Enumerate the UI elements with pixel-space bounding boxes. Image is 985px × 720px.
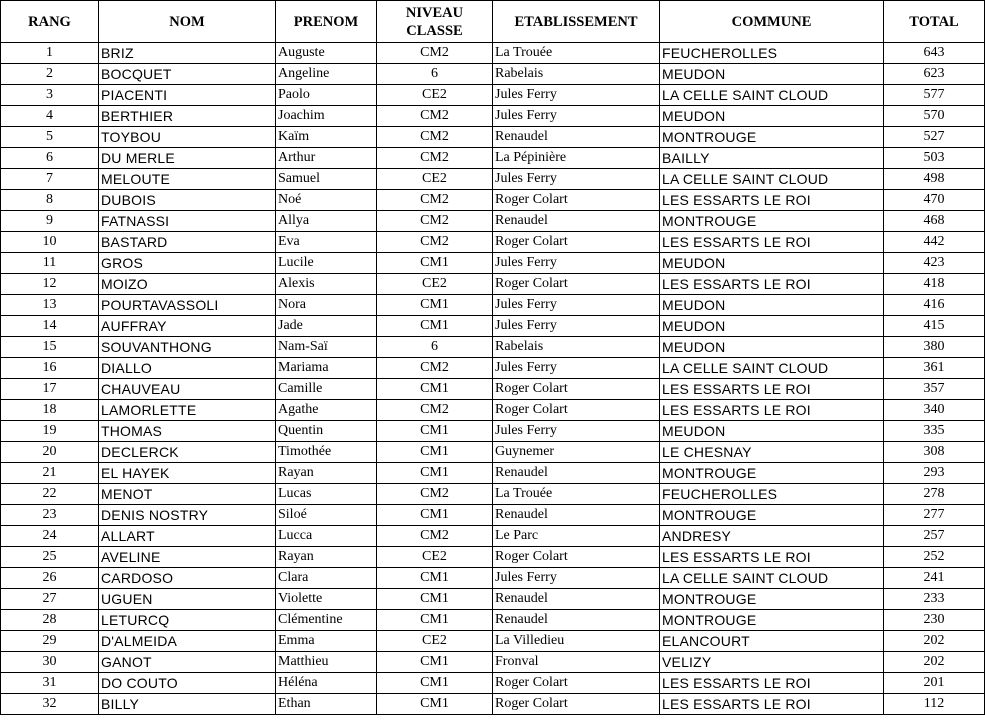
cell-commune[interactable]: BAILLY: [660, 148, 884, 169]
cell-niveau[interactable]: CM2: [377, 211, 493, 232]
cell-rang[interactable]: 15: [1, 337, 99, 358]
cell-commune[interactable]: MEUDON: [660, 295, 884, 316]
table-row: [1, 148, 985, 169]
cell-prenom[interactable]: Joachim: [276, 106, 377, 127]
cell-total[interactable]: 233: [884, 589, 985, 610]
cell-prenom[interactable]: Auguste: [276, 43, 377, 64]
cell-etablissement[interactable]: Roger Colart: [493, 379, 660, 400]
cell-etablissement[interactable]: Jules Ferry: [493, 85, 660, 106]
cell-rang[interactable]: 14: [1, 316, 99, 337]
cell-nom[interactable]: LAMORLETTE: [99, 400, 276, 421]
cell-total[interactable]: 340: [884, 400, 985, 421]
cell-prenom[interactable]: Rayan: [276, 547, 377, 568]
cell-total[interactable]: 468: [884, 211, 985, 232]
cell-prenom[interactable]: Ethan: [276, 694, 377, 715]
cell-total[interactable]: 498: [884, 169, 985, 190]
cell-rang[interactable]: 13: [1, 295, 99, 316]
cell-commune[interactable]: LA CELLE SAINT CLOUD: [660, 85, 884, 106]
cell-prenom[interactable]: Eva: [276, 232, 377, 253]
table-row: [1, 652, 985, 673]
cell-total[interactable]: 202: [884, 631, 985, 652]
table-row: [1, 169, 985, 190]
cell-commune[interactable]: LES ESSARTS LE ROI: [660, 400, 884, 421]
cell-total[interactable]: 418: [884, 274, 985, 295]
cell-rang[interactable]: 23: [1, 505, 99, 526]
cell-prenom[interactable]: Lucile: [276, 253, 377, 274]
cell-etablissement[interactable]: Jules Ferry: [493, 568, 660, 589]
table-row: [1, 631, 985, 652]
cell-prenom[interactable]: Héléna: [276, 673, 377, 694]
cell-etablissement[interactable]: Jules Ferry: [493, 169, 660, 190]
cell-nom[interactable]: DU MERLE: [99, 148, 276, 169]
cell-etablissement[interactable]: Renaudel: [493, 589, 660, 610]
cell-total[interactable]: 503: [884, 148, 985, 169]
cell-nom[interactable]: LETURCQ: [99, 610, 276, 631]
header-nom[interactable]: NOM: [99, 1, 276, 43]
cell-prenom[interactable]: Camille: [276, 379, 377, 400]
cell-nom[interactable]: TOYBOU: [99, 127, 276, 148]
cell-prenom[interactable]: Paolo: [276, 85, 377, 106]
cell-total[interactable]: 423: [884, 253, 985, 274]
cell-nom[interactable]: EL HAYEK: [99, 463, 276, 484]
cell-nom[interactable]: DECLERCK: [99, 442, 276, 463]
cell-rang[interactable]: 31: [1, 673, 99, 694]
cell-rang[interactable]: 6: [1, 148, 99, 169]
cell-commune[interactable]: LA CELLE SAINT CLOUD: [660, 568, 884, 589]
cell-etablissement[interactable]: La Pépinière: [493, 148, 660, 169]
table-row: [1, 379, 985, 400]
cell-total[interactable]: 623: [884, 64, 985, 85]
cell-etablissement[interactable]: Rabelais: [493, 337, 660, 358]
cell-commune[interactable]: MEUDON: [660, 316, 884, 337]
cell-rang[interactable]: 26: [1, 568, 99, 589]
table-row: [1, 421, 985, 442]
cell-niveau[interactable]: CM2: [377, 190, 493, 211]
table-row: [1, 442, 985, 463]
cell-etablissement[interactable]: Renaudel: [493, 463, 660, 484]
cell-nom[interactable]: PIACENTI: [99, 85, 276, 106]
cell-niveau[interactable]: CM1: [377, 463, 493, 484]
table-row: [1, 400, 985, 421]
cell-total[interactable]: 257: [884, 526, 985, 547]
table-row: [1, 232, 985, 253]
cell-commune[interactable]: MEUDON: [660, 106, 884, 127]
cell-etablissement[interactable]: Jules Ferry: [493, 295, 660, 316]
table-row: [1, 253, 985, 274]
cell-rang[interactable]: 18: [1, 400, 99, 421]
cell-etablissement[interactable]: Fronval: [493, 652, 660, 673]
cell-prenom[interactable]: Noé: [276, 190, 377, 211]
cell-commune[interactable]: MONTROUGE: [660, 127, 884, 148]
cell-nom[interactable]: ALLART: [99, 526, 276, 547]
cell-rang[interactable]: 29: [1, 631, 99, 652]
cell-total[interactable]: 643: [884, 43, 985, 64]
cell-prenom[interactable]: Mariama: [276, 358, 377, 379]
cell-commune[interactable]: MEUDON: [660, 253, 884, 274]
cell-rang[interactable]: 9: [1, 211, 99, 232]
cell-nom[interactable]: DO COUTO: [99, 673, 276, 694]
cell-total[interactable]: 415: [884, 316, 985, 337]
cell-total[interactable]: 335: [884, 421, 985, 442]
cell-niveau[interactable]: CM2: [377, 484, 493, 505]
cell-niveau[interactable]: CM2: [377, 43, 493, 64]
cell-prenom[interactable]: Rayan: [276, 463, 377, 484]
cell-etablissement[interactable]: Renaudel: [493, 505, 660, 526]
cell-nom[interactable]: BILLY: [99, 694, 276, 715]
cell-etablissement[interactable]: Rabelais: [493, 64, 660, 85]
cell-nom[interactable]: CARDOSO: [99, 568, 276, 589]
cell-etablissement[interactable]: Jules Ferry: [493, 358, 660, 379]
cell-niveau[interactable]: CM2: [377, 232, 493, 253]
cell-prenom[interactable]: Kaïm: [276, 127, 377, 148]
cell-prenom[interactable]: Clara: [276, 568, 377, 589]
cell-nom[interactable]: MOIZO: [99, 274, 276, 295]
header-niveau-classe[interactable]: [377, 1, 493, 43]
cell-prenom[interactable]: Allya: [276, 211, 377, 232]
cell-nom[interactable]: AVELINE: [99, 547, 276, 568]
cell-etablissement[interactable]: Roger Colart: [493, 274, 660, 295]
cell-niveau[interactable]: CM1: [377, 505, 493, 526]
table-row: [1, 358, 985, 379]
cell-rang[interactable]: 32: [1, 694, 99, 715]
cell-etablissement[interactable]: Roger Colart: [493, 190, 660, 211]
cell-total[interactable]: 361: [884, 358, 985, 379]
cell-total[interactable]: 230: [884, 610, 985, 631]
cell-commune[interactable]: LES ESSARTS LE ROI: [660, 274, 884, 295]
cell-etablissement[interactable]: Roger Colart: [493, 547, 660, 568]
cell-nom[interactable]: MENOT: [99, 484, 276, 505]
cell-nom[interactable]: SOUVANTHONG: [99, 337, 276, 358]
cell-etablissement[interactable]: Jules Ferry: [493, 253, 660, 274]
table-row: [1, 589, 985, 610]
cell-nom[interactable]: GANOT: [99, 652, 276, 673]
cell-prenom[interactable]: Timothée: [276, 442, 377, 463]
cell-niveau[interactable]: CM1: [377, 316, 493, 337]
cell-commune[interactable]: LA CELLE SAINT CLOUD: [660, 358, 884, 379]
header-niveau-line2: CLASSE: [406, 22, 463, 39]
cell-total[interactable]: 293: [884, 463, 985, 484]
cell-nom[interactable]: POURTAVASSOLI: [99, 295, 276, 316]
cell-prenom[interactable]: Arthur: [276, 148, 377, 169]
cell-nom[interactable]: FATNASSI: [99, 211, 276, 232]
cell-commune[interactable]: MONTROUGE: [660, 463, 884, 484]
cell-nom[interactable]: DUBOIS: [99, 190, 276, 211]
cell-nom[interactable]: MELOUTE: [99, 169, 276, 190]
cell-commune[interactable]: ANDRESY: [660, 526, 884, 547]
cell-prenom[interactable]: Jade: [276, 316, 377, 337]
cell-commune[interactable]: MEUDON: [660, 421, 884, 442]
cell-rang[interactable]: 24: [1, 526, 99, 547]
cell-nom[interactable]: AUFFRAY: [99, 316, 276, 337]
table-row: [1, 463, 985, 484]
cell-nom[interactable]: DIALLO: [99, 358, 276, 379]
cell-total[interactable]: 277: [884, 505, 985, 526]
cell-commune[interactable]: MEUDON: [660, 337, 884, 358]
cell-prenom[interactable]: Agathe: [276, 400, 377, 421]
cell-commune[interactable]: ELANCOURT: [660, 631, 884, 652]
cell-etablissement[interactable]: La Trouée: [493, 43, 660, 64]
cell-niveau[interactable]: CM1: [377, 673, 493, 694]
cell-commune[interactable]: MONTROUGE: [660, 589, 884, 610]
table-row: [1, 484, 985, 505]
cell-etablissement[interactable]: Renaudel: [493, 610, 660, 631]
cell-niveau[interactable]: CM1: [377, 379, 493, 400]
table-row: [1, 274, 985, 295]
cell-commune[interactable]: LES ESSARTS LE ROI: [660, 673, 884, 694]
cell-total[interactable]: 278: [884, 484, 985, 505]
cell-rang[interactable]: 21: [1, 463, 99, 484]
cell-niveau[interactable]: CM1: [377, 295, 493, 316]
header-row: [1, 1, 985, 43]
table-row: [1, 64, 985, 85]
cell-niveau[interactable]: CM1: [377, 589, 493, 610]
cell-total[interactable]: 470: [884, 190, 985, 211]
cell-rang[interactable]: 12: [1, 274, 99, 295]
cell-niveau[interactable]: CM1: [377, 694, 493, 715]
cell-niveau[interactable]: CM2: [377, 400, 493, 421]
cell-etablissement[interactable]: Jules Ferry: [493, 421, 660, 442]
cell-niveau[interactable]: CM1: [377, 442, 493, 463]
header-prenom[interactable]: PRENOM: [276, 1, 377, 43]
cell-etablissement[interactable]: Le Parc: [493, 526, 660, 547]
cell-prenom[interactable]: Clémentine: [276, 610, 377, 631]
cell-total[interactable]: 252: [884, 547, 985, 568]
cell-prenom[interactable]: Matthieu: [276, 652, 377, 673]
cell-etablissement[interactable]: Roger Colart: [493, 400, 660, 421]
cell-commune[interactable]: LES ESSARTS LE ROI: [660, 232, 884, 253]
cell-rang[interactable]: 27: [1, 589, 99, 610]
cell-total[interactable]: 308: [884, 442, 985, 463]
cell-commune[interactable]: FEUCHEROLLES: [660, 43, 884, 64]
cell-nom[interactable]: THOMAS: [99, 421, 276, 442]
table-row: [1, 694, 985, 715]
cell-prenom[interactable]: Samuel: [276, 169, 377, 190]
cell-rang[interactable]: 8: [1, 190, 99, 211]
cell-niveau[interactable]: CM1: [377, 652, 493, 673]
cell-total[interactable]: 112: [884, 694, 985, 715]
table-row: [1, 106, 985, 127]
cell-rang[interactable]: 28: [1, 610, 99, 631]
cell-nom[interactable]: CHAUVEAU: [99, 379, 276, 400]
table-row: [1, 568, 985, 589]
cell-niveau[interactable]: CE2: [377, 274, 493, 295]
header-etablissement[interactable]: ETABLISSEMENT: [493, 1, 660, 43]
cell-prenom[interactable]: Lucas: [276, 484, 377, 505]
cell-rang[interactable]: 10: [1, 232, 99, 253]
cell-etablissement[interactable]: Roger Colart: [493, 232, 660, 253]
cell-total[interactable]: 241: [884, 568, 985, 589]
header-commune[interactable]: COMMUNE: [660, 1, 884, 43]
cell-niveau[interactable]: CE2: [377, 169, 493, 190]
cell-commune[interactable]: LA CELLE SAINT CLOUD: [660, 169, 884, 190]
cell-rang[interactable]: 5: [1, 127, 99, 148]
cell-rang[interactable]: 17: [1, 379, 99, 400]
table-row: [1, 547, 985, 568]
cell-etablissement[interactable]: La Villedieu: [493, 631, 660, 652]
header-niveau-line1: NIVEAU: [405, 4, 464, 21]
cell-total[interactable]: 380: [884, 337, 985, 358]
table-row: [1, 190, 985, 211]
cell-prenom[interactable]: Emma: [276, 631, 377, 652]
table-row: [1, 337, 985, 358]
cell-total[interactable]: 202: [884, 652, 985, 673]
cell-total[interactable]: 570: [884, 106, 985, 127]
cell-niveau[interactable]: 6: [377, 337, 493, 358]
cell-prenom[interactable]: Nora: [276, 295, 377, 316]
cell-rang[interactable]: 7: [1, 169, 99, 190]
cell-niveau[interactable]: CM1: [377, 568, 493, 589]
cell-rang[interactable]: 25: [1, 547, 99, 568]
cell-commune[interactable]: LES ESSARTS LE ROI: [660, 190, 884, 211]
cell-etablissement[interactable]: Roger Colart: [493, 673, 660, 694]
cell-commune[interactable]: LES ESSARTS LE ROI: [660, 379, 884, 400]
cell-prenom[interactable]: Nam-Saï: [276, 337, 377, 358]
table-body: [1, 43, 985, 715]
cell-rang[interactable]: 4: [1, 106, 99, 127]
cell-nom[interactable]: GROS: [99, 253, 276, 274]
table-row: [1, 673, 985, 694]
cell-rang[interactable]: 30: [1, 652, 99, 673]
cell-prenom[interactable]: Angeline: [276, 64, 377, 85]
cell-niveau[interactable]: CM2: [377, 358, 493, 379]
cell-rang[interactable]: 19: [1, 421, 99, 442]
header-rang[interactable]: RANG: [1, 1, 99, 43]
header-total[interactable]: TOTAL: [884, 1, 985, 43]
cell-etablissement[interactable]: Jules Ferry: [493, 106, 660, 127]
cell-total[interactable]: 527: [884, 127, 985, 148]
cell-etablissement[interactable]: Roger Colart: [493, 694, 660, 715]
cell-niveau[interactable]: CE2: [377, 85, 493, 106]
cell-niveau[interactable]: CE2: [377, 631, 493, 652]
table-row: [1, 526, 985, 547]
cell-total[interactable]: 577: [884, 85, 985, 106]
cell-rang[interactable]: 1: [1, 43, 99, 64]
cell-niveau[interactable]: CM2: [377, 526, 493, 547]
cell-etablissement[interactable]: Renaudel: [493, 211, 660, 232]
table-row: [1, 127, 985, 148]
cell-commune[interactable]: FEUCHEROLLES: [660, 484, 884, 505]
cell-commune[interactable]: MEUDON: [660, 64, 884, 85]
cell-nom[interactable]: UGUEN: [99, 589, 276, 610]
cell-niveau[interactable]: CM1: [377, 253, 493, 274]
cell-nom[interactable]: DENIS NOSTRY: [99, 505, 276, 526]
cell-niveau[interactable]: CM2: [377, 148, 493, 169]
cell-niveau[interactable]: CM2: [377, 106, 493, 127]
cell-nom[interactable]: D'ALMEIDA: [99, 631, 276, 652]
cell-rang[interactable]: 11: [1, 253, 99, 274]
cell-etablissement[interactable]: Jules Ferry: [493, 316, 660, 337]
table-row: [1, 211, 985, 232]
cell-commune[interactable]: LE CHESNAY: [660, 442, 884, 463]
cell-rang[interactable]: 3: [1, 85, 99, 106]
table-row: [1, 316, 985, 337]
cell-niveau[interactable]: CM1: [377, 421, 493, 442]
cell-rang[interactable]: 22: [1, 484, 99, 505]
cell-commune[interactable]: LES ESSARTS LE ROI: [660, 694, 884, 715]
cell-etablissement[interactable]: La Trouée: [493, 484, 660, 505]
cell-niveau[interactable]: CM2: [377, 127, 493, 148]
table-row: [1, 295, 985, 316]
cell-rang[interactable]: 2: [1, 64, 99, 85]
cell-commune[interactable]: VELIZY: [660, 652, 884, 673]
table-row: [1, 505, 985, 526]
cell-niveau[interactable]: 6: [377, 64, 493, 85]
cell-prenom[interactable]: Alexis: [276, 274, 377, 295]
table-row: [1, 43, 985, 64]
cell-prenom[interactable]: Siloé: [276, 505, 377, 526]
cell-rang[interactable]: 20: [1, 442, 99, 463]
cell-niveau[interactable]: CE2: [377, 547, 493, 568]
table-row: [1, 610, 985, 631]
cell-total[interactable]: 416: [884, 295, 985, 316]
cell-total[interactable]: 201: [884, 673, 985, 694]
cell-nom[interactable]: BOCQUET: [99, 64, 276, 85]
cell-prenom[interactable]: Lucca: [276, 526, 377, 547]
cell-prenom[interactable]: Quentin: [276, 421, 377, 442]
cell-niveau[interactable]: CM1: [377, 610, 493, 631]
cell-prenom[interactable]: Violette: [276, 589, 377, 610]
cell-total[interactable]: 442: [884, 232, 985, 253]
cell-commune[interactable]: MONTROUGE: [660, 505, 884, 526]
cell-rang[interactable]: 16: [1, 358, 99, 379]
cell-etablissement[interactable]: Renaudel: [493, 127, 660, 148]
table-row: [1, 85, 985, 106]
cell-nom[interactable]: BERTHIER: [99, 106, 276, 127]
cell-commune[interactable]: LES ESSARTS LE ROI: [660, 547, 884, 568]
cell-etablissement[interactable]: Guynemer: [493, 442, 660, 463]
cell-nom[interactable]: BASTARD: [99, 232, 276, 253]
cell-commune[interactable]: MONTROUGE: [660, 610, 884, 631]
cell-commune[interactable]: MONTROUGE: [660, 211, 884, 232]
cell-nom[interactable]: BRIZ: [99, 43, 276, 64]
cell-total[interactable]: 357: [884, 379, 985, 400]
